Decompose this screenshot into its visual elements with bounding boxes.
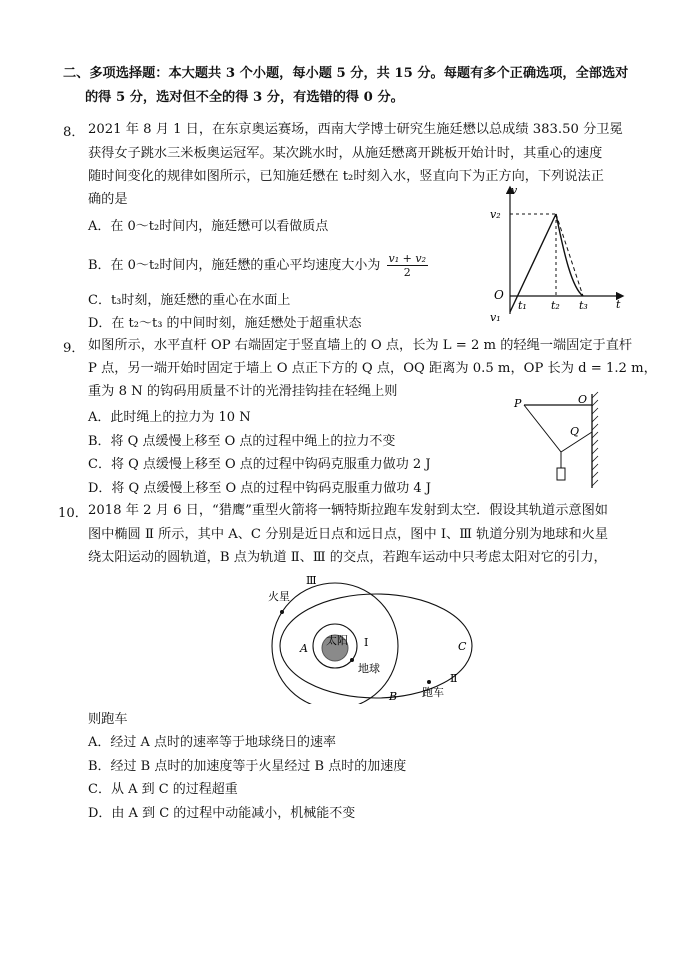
point-c-label: C <box>458 640 467 653</box>
velocity-line <box>510 214 556 312</box>
point-o-label: O <box>578 393 588 406</box>
point-b-label: B <box>389 690 398 703</box>
q8-option-d[interactable]: D．在 t₂～t₃ 的中间时刻，施廷懋处于超重状态 <box>88 316 362 331</box>
hook-weight <box>557 468 565 480</box>
point-p-label: P <box>514 397 522 410</box>
q8-vt-graph <box>488 184 628 326</box>
fraction-denominator: 2 <box>403 266 411 279</box>
q8-option-b-fraction <box>387 252 428 279</box>
q8-stem-line4: 确的是 <box>88 192 128 207</box>
q8-option-b[interactable] <box>88 252 430 279</box>
t2-label: t₂ <box>551 299 560 312</box>
fraction-numerator: v₁ + v₂ <box>388 252 427 265</box>
mars-dot <box>280 610 284 614</box>
q9-stem-line2: P 点，另一端开始时固定于墙上 O 点正下方的 Q 点，OQ 距离为 0.5 m，OP 长为 d = 1.2 m， <box>88 361 657 376</box>
q9-option-d[interactable]: D．将 Q 点缓慢上移至 O 点的过程中钩码克服重力做功 4 J <box>88 481 432 496</box>
orbit-ii-label: Ⅱ <box>450 672 458 685</box>
wall-hatching <box>592 392 598 486</box>
v2-label: v₂ <box>490 208 501 221</box>
mars-label: 火星 <box>268 590 290 603</box>
q9-option-b[interactable]: B．将 Q 点缓慢上移至 O 点的过程中绳上的拉力不变 <box>88 434 396 449</box>
sun-label: 太阳 <box>326 634 348 647</box>
q10-stem-tail: 则跑车 <box>88 712 128 727</box>
v-axis-label: v <box>511 184 518 197</box>
q10-stem-line3: 绕太阳运动的圆轨道，B 点为轨道 Ⅱ、Ⅲ 的交点，若跑车运动中只考虑太阳对它的引力， <box>88 550 607 565</box>
earth-dot <box>350 658 354 662</box>
point-a-label: A <box>300 642 308 655</box>
point-q-label: Q <box>570 425 580 438</box>
q8-stem-line2: 获得女子跳水三米板奥运冠军。某次跳水时，从施廷懋离开跳板开始计时，其重心的速度 <box>88 146 603 161</box>
t1-label: t₁ <box>518 299 527 312</box>
q9-option-a[interactable]: A．此时绳上的拉力为 10 N <box>88 410 251 425</box>
q9-rope-figure <box>508 390 608 490</box>
v1-label: v₁ <box>490 311 501 324</box>
q10-stem-line1: 2018 年 2 月 6 日，“猎鹰”重型火箭将一辆特斯拉跑车发射到太空．假设其轨道示意图如 <box>88 503 608 518</box>
rope <box>524 405 592 452</box>
q10-orbit-figure <box>262 572 482 704</box>
dashed-decline <box>556 214 583 296</box>
car-dot <box>427 680 431 684</box>
q10-option-d[interactable]: D．由 A 到 C 的过程中动能减小，机械能不变 <box>88 806 356 821</box>
q8-number: 8． <box>63 125 85 140</box>
q8-stem-line1: 2021 年 8 月 1 日，在东京奥运赛场，西南大学博士研究生施廷懋以总成绩 383.50 分卫冕 <box>88 122 623 137</box>
q9-stem-line3: 重为 8 N 的钩码用质量不计的光滑挂钩挂在轻绳上则 <box>88 384 398 399</box>
q10-number: 10． <box>58 506 88 521</box>
q10-option-a[interactable]: A．经过 A 点时的速率等于地球绕日的速率 <box>88 735 337 750</box>
q8-stem-line3: 随时间变化的规律如图所示，已知施廷懋在 t₂时刻入水，竖直向下为正方向，下列说法正 <box>88 169 604 184</box>
orbit-ii <box>280 594 472 698</box>
orbit-iii-label: Ⅲ <box>306 574 317 587</box>
orbit-i-label: Ⅰ <box>364 636 369 649</box>
q10-stem-line2: 图中椭圆 Ⅱ 所示，其中 A、C 分别是近日点和远日点，图中 Ⅰ、Ⅲ 轨道分别为地球和火星 <box>88 527 609 542</box>
t-axis-label: t <box>616 298 621 311</box>
car-label: 跑车 <box>422 686 444 699</box>
q9-stem-line1: 如图所示，水平直杆 OP 右端固定于竖直墙上的 O 点，长为 L = 2 m 的轻绳一端固定于直杆 <box>88 338 633 353</box>
q10-option-c[interactable]: C．从 A 到 C 的过程超重 <box>88 782 238 797</box>
origin-label: O <box>494 288 504 302</box>
q10-option-b[interactable]: B．经过 B 点时的加速度等于火星经过 B 点时的加速度 <box>88 759 407 774</box>
q9-number: 9． <box>63 341 85 356</box>
q8-option-a[interactable]: A．在 0～t₂时间内，施廷懋可以看做质点 <box>88 219 329 234</box>
q8-option-c[interactable]: C．t₃时刻，施廷懋的重心在水面上 <box>88 293 291 308</box>
section-header-line2: 的得 5 分，选对但不全的得 3 分，有选错的得 0 分。 <box>85 90 404 105</box>
t3-label: t₃ <box>579 299 588 312</box>
q9-option-c[interactable]: C．将 Q 点缓慢上移至 O 点的过程中钩码克服重力做功 2 J <box>88 457 431 472</box>
q8-option-b-text: B．在 0～t₂时间内，施廷懋的重心平均速度大小为 <box>88 258 381 273</box>
section-header-line1: 二、多项选择题：本大题共 3 个小题，每小题 5 分，共 15 分。每题有多个正确选项，全部选对 <box>63 66 629 81</box>
earth-label: 地球 <box>358 662 380 675</box>
